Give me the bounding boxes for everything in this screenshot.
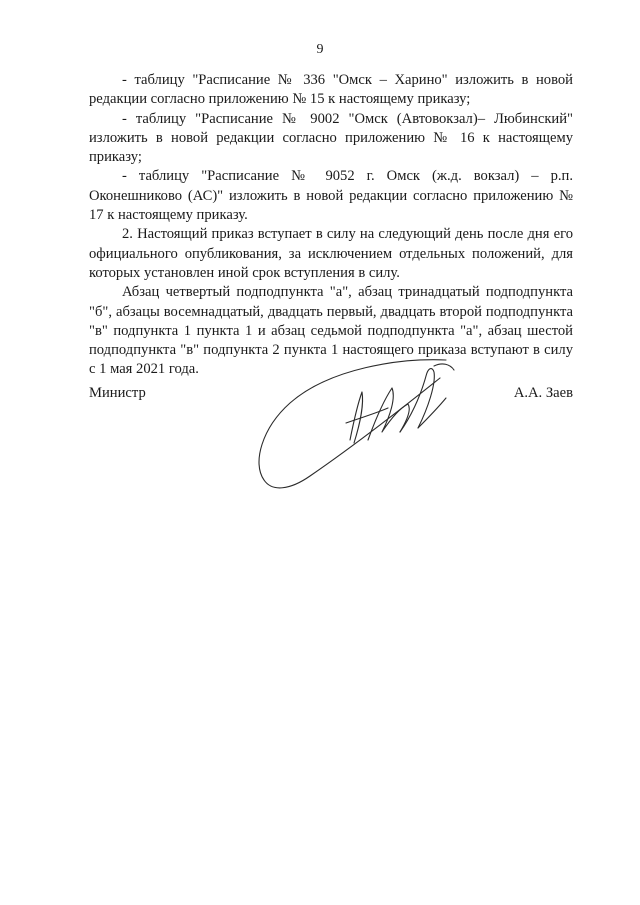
paragraph-effective-date: 2. Настоящий приказ вступает в силу на следующий день после дня его официального опубликования, за исключением отдельных положений, для которых установлен иной срок вступления в силу. (89, 226, 573, 281)
paragraph-schedule-9002: - таблицу "Расписание № 9002 "Омск (Автовокзал)– Любинский" изложить в новой редакции согласно приложению № 16 к настоящему приказу; (89, 110, 573, 166)
paragraph-exceptions: Абзац четвертый подподпункта "а", абзац тринадцатый подподпункта "б", абзацы восемнадцатый, двадцать первый, двадцать второй подподпункта "в" подпункта 1 пункта 1 и абзац седьмой подподпункта "а", абзац шестой подподпункта "в" подпункта 2 пункта 1 настоящего приказа вступают в силу с 1 мая 2021 года. (89, 284, 573, 378)
document-body (89, 71, 573, 380)
handwritten-signature (250, 348, 490, 498)
signatory-title: Министр (89, 385, 146, 401)
paragraph-schedule-9052: - таблицу "Расписание № 9052 г. Омск (ж.д. вокзал) – р.п. Оконешниково (АС)" изложить в новой редакции согласно приложению № 17 к настоящему приказу. (89, 168, 573, 224)
paragraph-schedule-336: - таблицу "Расписание № 336 "Омск – Харино" изложить в новой редакции согласно приложению № 15 к настоящему приказу; (89, 72, 573, 108)
page-number: 9 (316, 42, 324, 57)
signatory-name: А.А. Заев (513, 385, 573, 401)
